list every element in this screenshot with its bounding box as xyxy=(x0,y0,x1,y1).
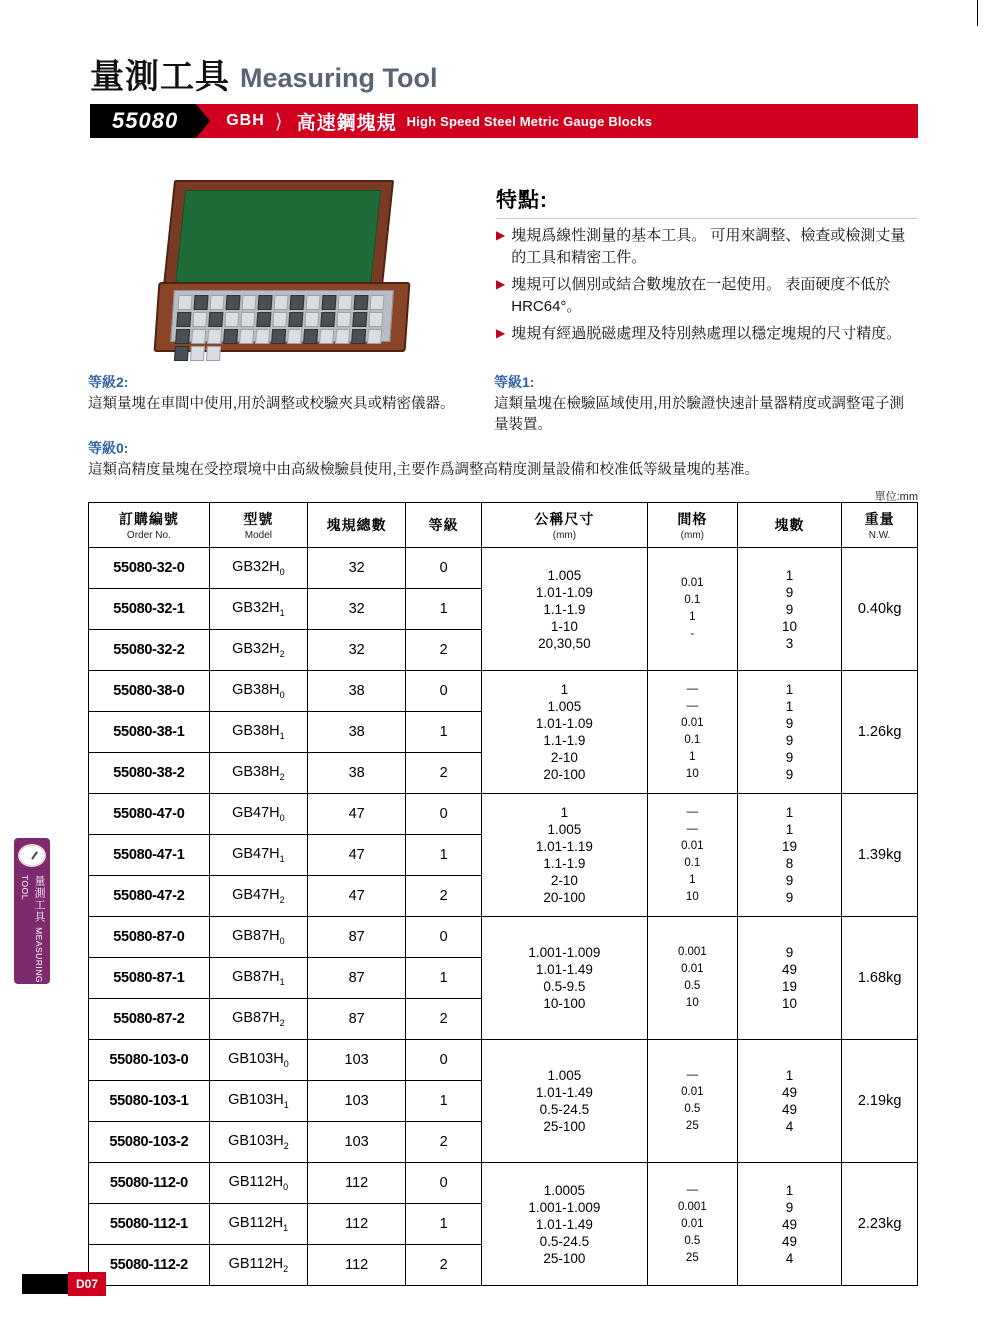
cell-step: — — 0.01 0.1 1 10 xyxy=(647,671,737,794)
cell-order-no: 55080-87-2 xyxy=(89,999,210,1040)
cell-model: $GB32H_1$ xyxy=(209,589,307,630)
cell-order-no: 55080-38-1 xyxy=(89,712,210,753)
cell-model: $GB32H_2$ xyxy=(209,630,307,671)
cell-order-no: 55080-32-0 xyxy=(89,548,210,589)
gauge-blocks xyxy=(176,295,389,337)
cell-order-no: 55080-47-1 xyxy=(89,835,210,876)
page-header xyxy=(90,60,918,138)
cell-order-no: 55080-112-1 xyxy=(89,1204,210,1245)
th-step: 間格 (mm) xyxy=(647,503,737,548)
cell-grade: 1 xyxy=(406,589,482,630)
side-tab-label-cn: 量測工具 xyxy=(33,875,45,924)
cell-nominal-size: 1 1.005 1.01-1.09 1.1-1.9 2-10 20-100 xyxy=(482,671,648,794)
cell-total: 38 xyxy=(308,753,406,794)
cell-model: $GB38H_0$ xyxy=(209,671,307,712)
block-tray xyxy=(170,290,394,342)
page-footer xyxy=(22,1274,106,1294)
section-side-tab xyxy=(14,838,50,984)
cell-model: $GB47H_0$ xyxy=(209,794,307,835)
feature-item xyxy=(496,225,918,269)
cell-total: 112 xyxy=(308,1163,406,1204)
cell-total: 103 xyxy=(308,1040,406,1081)
cell-net-weight: 1.68kg xyxy=(842,917,918,1040)
th-model: 型號 Model xyxy=(209,503,307,548)
cell-step: 0.01 0.1 1 - xyxy=(647,548,737,671)
cell-order-no: 55080-38-0 xyxy=(89,671,210,712)
feature-text: 塊規爲線性測量的基本工具。 可用來調整、檢查或檢測丈量的工具和精密工件。 xyxy=(511,227,906,266)
cell-grade: 1 xyxy=(406,712,482,753)
cell-total: 47 xyxy=(308,876,406,917)
cell-order-no: 55080-47-0 xyxy=(89,794,210,835)
grade-0-body: 這類高精度量塊在受控環境中由高級檢驗員使用,主要作爲調整高精度測量設備和校准低等級量塊的基准。 xyxy=(88,462,760,478)
product-code: 55080 xyxy=(90,104,196,138)
cell-grade: 2 xyxy=(406,876,482,917)
product-name-en: High Speed Steel Metric Gauge Blocks xyxy=(406,113,653,129)
page-title-cn: 量測工具 xyxy=(90,58,230,96)
cell-step: — 0.001 0.01 0.5 25 xyxy=(647,1163,737,1286)
cell-model: $GB47H_1$ xyxy=(209,835,307,876)
cell-nominal-size: 1.005 1.01-1.49 0.5-24.5 25-100 xyxy=(482,1040,648,1163)
cell-quantity: 1 9 49 49 4 xyxy=(737,1163,841,1286)
cell-nominal-size: 1.005 1.01-1.09 1.1-1.9 1-10 20,30,50 xyxy=(482,548,648,671)
gauge-block-case xyxy=(148,178,418,360)
cell-total: 38 xyxy=(308,671,406,712)
cell-model: $GB32H_0$ xyxy=(209,548,307,589)
table-row xyxy=(89,671,918,712)
cell-nominal-size: 1.0005 1.001-1.009 1.01-1.49 0.5-24.5 25-100 xyxy=(482,1163,648,1286)
features-section xyxy=(496,184,918,350)
cell-grade: 2 xyxy=(406,1122,482,1163)
cell-grade: 0 xyxy=(406,548,482,589)
cell-net-weight: 2.19kg xyxy=(842,1040,918,1163)
cell-order-no: 55080-103-2 xyxy=(89,1122,210,1163)
cell-total: 103 xyxy=(308,1122,406,1163)
cell-order-no: 55080-32-2 xyxy=(89,630,210,671)
cell-total: 103 xyxy=(308,1081,406,1122)
page-title-en: Measuring Tool xyxy=(240,63,438,93)
cell-grade: 1 xyxy=(406,1204,482,1245)
cell-order-no: 55080-112-0 xyxy=(89,1163,210,1204)
case-lid-felt xyxy=(175,190,381,286)
cell-step: 0.001 0.01 0.5 10 xyxy=(647,917,737,1040)
product-bar xyxy=(90,104,918,138)
side-tab-label-en: MEASURING TOOL xyxy=(20,875,44,984)
cell-grade: 0 xyxy=(406,671,482,712)
bullet-marker-icon: ▶ xyxy=(496,228,506,242)
th-nominal-size: 公稱尺寸 (mm) xyxy=(482,503,648,548)
cell-model: $GB87H_2$ xyxy=(209,999,307,1040)
cell-net-weight: 1.26kg xyxy=(842,671,918,794)
cell-model: $GB112H_1$ xyxy=(209,1204,307,1245)
grade-2-title: 等級2: xyxy=(88,374,129,390)
brand-label: GBH xyxy=(226,112,265,129)
cell-grade: 2 xyxy=(406,753,482,794)
cell-model: $GB87H_1$ xyxy=(209,958,307,999)
cell-nominal-size: 1.001-1.009 1.01-1.49 0.5-9.5 10-100 xyxy=(482,917,648,1040)
cell-total: 47 xyxy=(308,794,406,835)
cell-model: $GB112H_0$ xyxy=(209,1163,307,1204)
cell-model: $GB103H_0$ xyxy=(209,1040,307,1081)
cell-step: — 0.01 0.5 25 xyxy=(647,1040,737,1163)
dial-gauge-icon xyxy=(18,844,46,867)
cell-order-no: 55080-103-0 xyxy=(89,1040,210,1081)
cell-nominal-size: 1 1.005 1.01-1.19 1.1-1.9 2-10 20-100 xyxy=(482,794,648,917)
case-base xyxy=(154,282,411,352)
cell-grade: 1 xyxy=(406,835,482,876)
bullet-marker-icon: ▶ xyxy=(496,326,506,340)
features-divider xyxy=(496,218,918,219)
cell-model: $GB112H_2$ xyxy=(209,1245,307,1286)
cell-grade: 2 xyxy=(406,999,482,1040)
table-row xyxy=(89,917,918,958)
cell-net-weight: 1.39kg xyxy=(842,794,918,917)
unit-note: 單位:mm xyxy=(874,491,918,503)
table-header-row xyxy=(89,503,918,548)
table-row xyxy=(89,548,918,589)
table-row xyxy=(89,1040,918,1081)
cell-order-no: 55080-87-0 xyxy=(89,917,210,958)
cell-grade: 2 xyxy=(406,1245,482,1286)
chevron-right-icon: ⟩ xyxy=(274,110,283,133)
cell-model: $GB47H_2$ xyxy=(209,876,307,917)
cell-model: $GB38H_2$ xyxy=(209,753,307,794)
cell-total: 32 xyxy=(308,589,406,630)
cell-grade: 0 xyxy=(406,794,482,835)
cell-total: 87 xyxy=(308,958,406,999)
th-quantity: 塊數 xyxy=(737,503,841,548)
crop-mark xyxy=(977,0,978,26)
bullet-marker-icon: ▶ xyxy=(496,277,506,291)
cell-total: 32 xyxy=(308,630,406,671)
cell-total: 112 xyxy=(308,1245,406,1286)
cell-grade: 2 xyxy=(406,630,482,671)
side-tab-label xyxy=(18,875,46,984)
cell-model: $GB87H_0$ xyxy=(209,917,307,958)
cell-net-weight: 0.40kg xyxy=(842,548,918,671)
table-row xyxy=(89,794,918,835)
th-total-blocks: 塊規總數 xyxy=(308,503,406,548)
cell-order-no: 55080-112-2 xyxy=(89,1245,210,1286)
grade-0-title: 等級0: xyxy=(88,440,129,456)
grade-2-body: 這類量塊在車間中使用,用於調整或校驗夾具或精密儀器。 xyxy=(88,396,455,412)
cell-order-no: 55080-32-1 xyxy=(89,589,210,630)
product-name-cn: 高速鋼塊規 xyxy=(296,112,397,134)
cell-order-no: 55080-47-2 xyxy=(89,876,210,917)
grade-2-note xyxy=(88,372,478,415)
features-title: 特點: xyxy=(496,189,548,212)
cell-total: 47 xyxy=(308,835,406,876)
feature-item xyxy=(496,323,918,345)
feature-item xyxy=(496,274,918,318)
cell-quantity: 9 49 19 10 xyxy=(737,917,841,1040)
spec-table xyxy=(88,502,918,1286)
cell-step: — — 0.01 0.1 1 10 xyxy=(647,794,737,917)
cell-grade: 0 xyxy=(406,917,482,958)
cell-total: 38 xyxy=(308,712,406,753)
th-order-no: 訂購編號 Order No. xyxy=(89,503,210,548)
cell-grade: 1 xyxy=(406,958,482,999)
cell-order-no: 55080-38-2 xyxy=(89,753,210,794)
cell-quantity: 1 1 19 8 9 9 xyxy=(737,794,841,917)
cell-total: 32 xyxy=(308,548,406,589)
cell-grade: 0 xyxy=(406,1040,482,1081)
grade-0-note xyxy=(88,438,918,481)
cell-total: 112 xyxy=(308,1204,406,1245)
case-lid xyxy=(162,180,394,296)
cell-model: $GB103H_2$ xyxy=(209,1122,307,1163)
grade-1-title: 等級1: xyxy=(494,374,535,390)
grade-1-body: 這類量塊在檢驗區域使用,用於驗證快速計量器精度或調整電子測量裝置。 xyxy=(494,396,905,433)
page-number: D07 xyxy=(68,1272,106,1296)
cell-total: 87 xyxy=(308,999,406,1040)
feature-text: 塊規可以個別或結合數塊放在一起使用。 表面硬度不低於HRC64°。 xyxy=(511,276,891,315)
cell-quantity: 1 1 9 9 9 9 xyxy=(737,671,841,794)
cell-quantity: 1 9 9 10 3 xyxy=(737,548,841,671)
product-code-wrap xyxy=(90,104,196,138)
cell-model: $GB103H_1$ xyxy=(209,1081,307,1122)
cell-order-no: 55080-103-1 xyxy=(89,1081,210,1122)
product-photo xyxy=(148,178,418,360)
table-row xyxy=(89,1163,918,1204)
title-row xyxy=(90,60,918,94)
cell-total: 87 xyxy=(308,917,406,958)
cell-model: $GB38H_1$ xyxy=(209,712,307,753)
grade-1-note xyxy=(494,372,918,436)
cell-net-weight: 2.23kg xyxy=(842,1163,918,1286)
spec-table-body xyxy=(89,548,918,1286)
th-grade: 等級 xyxy=(406,503,482,548)
cell-quantity: 1 49 49 4 xyxy=(737,1040,841,1163)
cell-grade: 0 xyxy=(406,1163,482,1204)
feature-text: 塊規有經過脱磁處理及特別熱處理以穩定塊規的尺寸精度。 xyxy=(511,325,902,342)
th-net-weight: 重量 N.W. xyxy=(842,503,918,548)
cell-grade: 1 xyxy=(406,1081,482,1122)
cell-order-no: 55080-87-1 xyxy=(89,958,210,999)
